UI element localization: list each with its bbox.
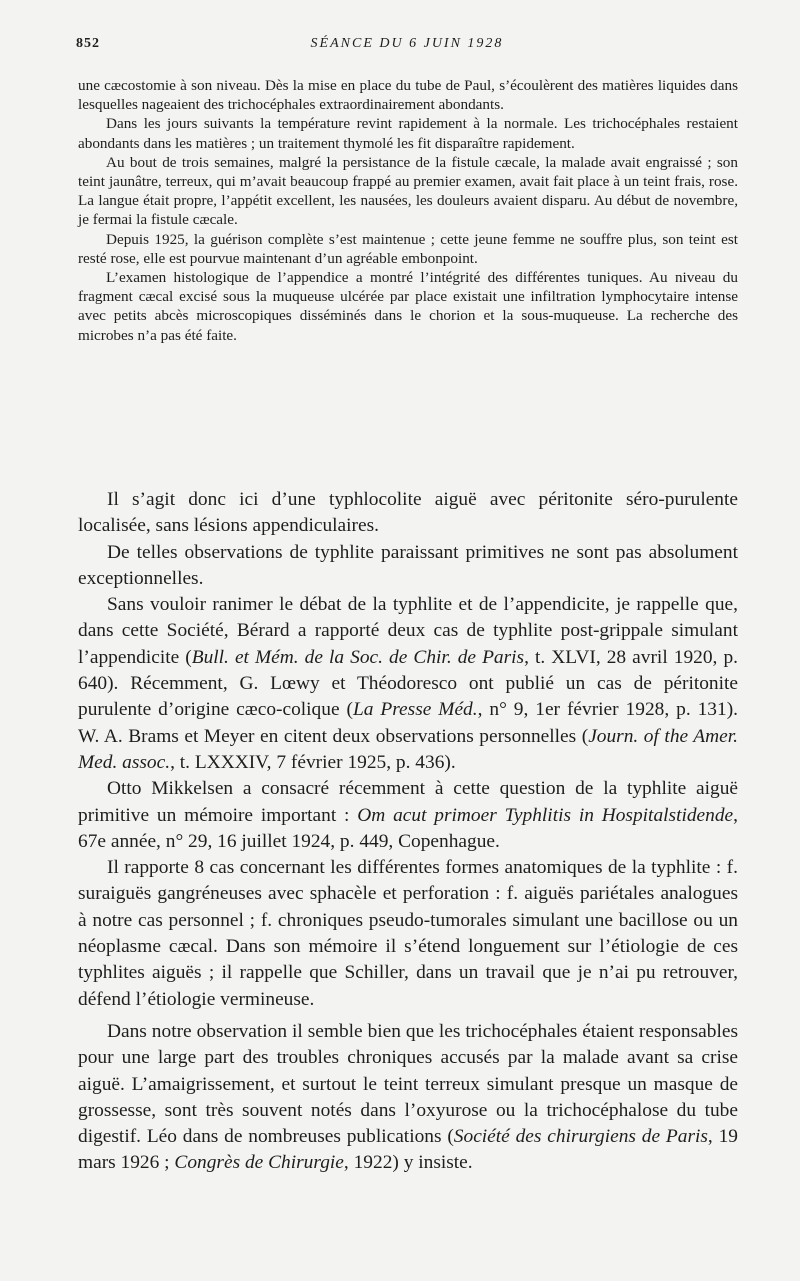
text-run: , 1922) y insiste. xyxy=(343,1152,473,1174)
paragraph-berard xyxy=(78,592,738,776)
small-paragraph-2: Dans les jours suivants la température revint rapidement à la normale. Les trichocéphales restaient abondants dans les matières ; un traitement thymolé les fit disparaître rapidement. xyxy=(78,115,738,152)
small-paragraph-4: Depuis 1925, la guérison complète s’est maintenue ; cette jeune femme ne souffre plus, son teint est resté rose, elle est pourvue maintenant d’un agréable embonpoint. xyxy=(78,230,738,267)
text-run: , n° 9, 1er février 1928, p. 131). W. A. Brams et Meyer en citent deux observations personnelles ( xyxy=(78,699,738,747)
citation-journ-amer: Journ. of the Amer. Med. assoc. xyxy=(78,725,738,773)
running-header xyxy=(76,36,738,56)
paragraph-forms: Il rapporte 8 cas concernant les différentes formes anatomiques de la typhlite : f. suraiguës gangréneuses avec sphacèle et perforation : f. aiguës pariétales analogues à notre cas personnel ; f. chroniques pseudo-tumorales simulant une bacillose ou un néoplasme cæcal. Dans son mémoire il s’étend longuement sur l’étiologie de ces typhlites aiguës ; il rappelle que Schiller, dans un travail que je n’ai pu retrouver, défend l’étiologie vermineuse. xyxy=(78,857,738,1010)
citation-societe-chir: Société des chirurgiens de Paris xyxy=(453,1126,708,1148)
page-number: 852 xyxy=(76,36,100,51)
citation-hospitalstidende: Om acut primoer Typhlitis in Hospitalstidende xyxy=(357,804,734,826)
paragraph-our-observation xyxy=(78,1019,738,1177)
paragraph-conclusion: Il s’agit donc ici d’une typhlocolite aiguë avec péritonite séro-purulente localisée, sans lésions appendiculaires. xyxy=(78,489,738,537)
text-run: , 67e année, n° 29, 16 juillet 1924, p. 449, Copenhague. xyxy=(78,804,739,852)
citation-congres: Congrès de Chirurgie xyxy=(174,1152,344,1174)
citation-presse-med: La Presse Méd. xyxy=(352,699,478,721)
text-run: , 19 mars 1926 ; xyxy=(78,1126,738,1174)
text-run: Dans notre observation il semble bien que les trichocéphales étaient responsables pour une large part des troubles chroniques accusés par la malade avant sa crise aiguë. L’amaigrissement, et surtout le teint terreux simulant presque un masque de grossesse, sont très souvent notés dans l’oxyurose ou la trichocéphalose du tube digestif. Léo dans de nombreuses publications ( xyxy=(78,1020,738,1148)
text-run: , t. LXXXIV, 7 février 1925, p. 436). xyxy=(170,751,456,773)
paragraph-observations: De telles observations de typhlite paraissant primitives ne sont pas absolument exceptionnelles. xyxy=(78,541,738,589)
text-run: , t. XLVI, 28 avril 1920, p. 640). Récemment, G. Lœwy et Théodoresco ont publié un cas de péritonite purulente d’origine cæco-colique ( xyxy=(78,646,738,721)
text-run: Sans vouloir ranimer le débat de la typhlite et de l’appendicite, je rappelle que, dans cette Société, Bérard a rapporté deux cas de typhlite post-grippale simulant l’appendicite ( xyxy=(78,594,738,668)
small-paragraph-1: une cæcostomie à son niveau. Dès la mise en place du tube de Paul, s’écoulèrent des matières liquides dans lesquelles nageaient des trichocéphales extraordinairement abondants. xyxy=(78,77,738,114)
running-title: SÉANCE DU 6 JUIN 1928 xyxy=(310,36,504,51)
paragraph-mikkelsen xyxy=(78,776,738,855)
citation-bull-mem: Bull. et Mém. de la Soc. de Chir. de Paris xyxy=(191,646,525,668)
text-run: Otto Mikkelsen a consacré récemment à cette question de la typhlite aiguë primitive un mémoire important : xyxy=(78,778,738,826)
small-paragraph-5: L’examen histologique de l’appendice a montré l’intégrité des différentes tuniques. Au niveau du fragment cæcal excisé sous la muqueuse ulcérée par place existait une infiltration lymphocytaire intense avec petits abcès microscopiques disséminés dans le chorion et la sous-muqueuse. La recherche des microbes n’a pas été faite. xyxy=(78,269,738,344)
small-paragraph-3: Au bout de trois semaines, malgré la persistance de la fistule cæcale, la malade avait engraissé ; son teint jaunâtre, terreux, qui m’avait beaucoup frappé au premier examen, avait fait place à un teint frais, rose. La langue était propre, l’appétit excellent, les nausées, les douleurs avaient disparu. Au début de novembre, je fermai la fistule cæcale. xyxy=(78,153,738,229)
case-report-small-text xyxy=(78,76,738,345)
discussion-text xyxy=(78,487,738,1177)
